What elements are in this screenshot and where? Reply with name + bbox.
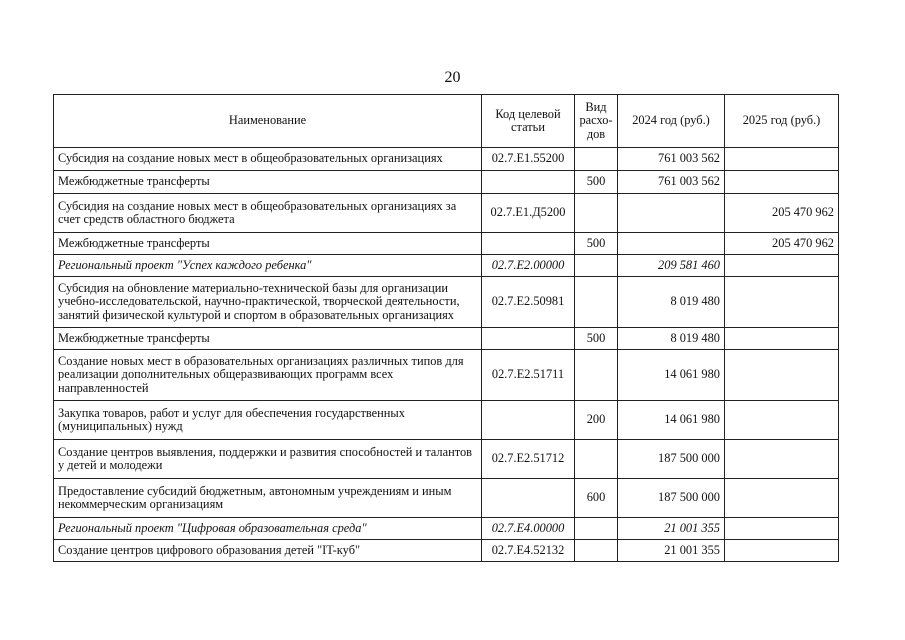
header-2025: 2025 год (руб.) [725,95,839,148]
row-kind: 500 [575,171,618,194]
row-code [482,171,575,194]
row-2024: 21 001 355 [618,518,725,540]
row-2024 [618,194,725,233]
row-2024: 14 061 980 [618,350,725,401]
row-kind [575,440,618,479]
row-2024: 21 001 355 [618,540,725,562]
row-name: Региональный проект "Успех каждого ребенка" [54,255,482,277]
row-name: Субсидия на создание новых мест в общеобразовательных организациях за счет средств областного бюджета [54,194,482,233]
row-kind [575,255,618,277]
row-code [482,401,575,440]
row-code [482,479,575,518]
header-2024: 2024 год (руб.) [618,95,725,148]
row-code [482,233,575,255]
table-row [54,350,839,401]
row-name: Региональный проект "Цифровая образовательная среда" [54,518,482,540]
header-code: Код целевой статьи [482,95,575,148]
row-name: Создание центров выявления, поддержки и развития способностей и талантов у детей и молодежи [54,440,482,479]
row-2024: 8 019 480 [618,328,725,350]
table-row [54,194,839,233]
row-2025 [725,277,839,328]
row-2024 [618,233,725,255]
row-kind [575,194,618,233]
header-name: Наименование [54,95,482,148]
row-name: Закупка товаров, работ и услуг для обеспечения государственных (муниципальных) нужд [54,401,482,440]
page-number: 20 [444,69,461,86]
row-name: Межбюджетные трансферты [54,233,482,255]
row-2024: 187 500 000 [618,440,725,479]
row-kind [575,518,618,540]
row-code: 02.7.Е4.52132 [482,540,575,562]
row-name: Предоставление субсидий бюджетным, автономным учреждениям и иным некоммерческим организациям [54,479,482,518]
table-row [54,171,839,194]
row-2025 [725,171,839,194]
table-row [54,540,839,562]
row-kind [575,277,618,328]
table-row [54,277,839,328]
row-code [482,328,575,350]
table-row [54,479,839,518]
budget-table [53,94,839,562]
row-2024: 187 500 000 [618,479,725,518]
table-row [54,440,839,479]
row-2025 [725,148,839,171]
row-kind: 500 [575,328,618,350]
row-2024: 8 019 480 [618,277,725,328]
row-2025 [725,401,839,440]
row-2024: 209 581 460 [618,255,725,277]
row-2024: 14 061 980 [618,401,725,440]
row-name: Субсидия на создание новых мест в общеобразовательных организациях [54,148,482,171]
row-name: Создание новых мест в образовательных организациях различных типов для реализации дополнительных общеразвивающих программ всех направленностей [54,350,482,401]
row-2025 [725,540,839,562]
row-code: 02.7.Е2.00000 [482,255,575,277]
row-kind [575,540,618,562]
row-2025: 205 470 962 [725,233,839,255]
row-code: 02.7.Е1.55200 [482,148,575,171]
table-row [54,148,839,171]
row-2025 [725,328,839,350]
row-2025 [725,440,839,479]
row-kind: 500 [575,233,618,255]
row-name: Межбюджетные трансферты [54,171,482,194]
row-2025 [725,518,839,540]
table-row-project [54,518,839,540]
row-kind [575,350,618,401]
row-2025 [725,350,839,401]
table-row [54,233,839,255]
table-row-project [54,255,839,277]
row-name: Субсидия на обновление материально-технической базы для организации учебно-исследовательской, научно-практической, творческой деятельности, занятий физической культурой и спортом в образовательных организациях [54,277,482,328]
row-kind [575,148,618,171]
row-kind: 200 [575,401,618,440]
header-kind: Вид расхо-дов [575,95,618,148]
row-2025: 205 470 962 [725,194,839,233]
row-code: 02.7.Е2.51712 [482,440,575,479]
table-row [54,401,839,440]
row-name: Создание центров цифрового образования детей "IT-куб" [54,540,482,562]
row-name: Межбюджетные трансферты [54,328,482,350]
row-code: 02.7.Е4.00000 [482,518,575,540]
row-2025 [725,479,839,518]
row-2024: 761 003 562 [618,148,725,171]
row-code: 02.7.Е2.51711 [482,350,575,401]
table-header-row [54,95,839,148]
row-2024: 761 003 562 [618,171,725,194]
row-code: 02.7.Е2.50981 [482,277,575,328]
row-kind: 600 [575,479,618,518]
row-2025 [725,255,839,277]
table-row [54,328,839,350]
row-code: 02.7.Е1.Д5200 [482,194,575,233]
